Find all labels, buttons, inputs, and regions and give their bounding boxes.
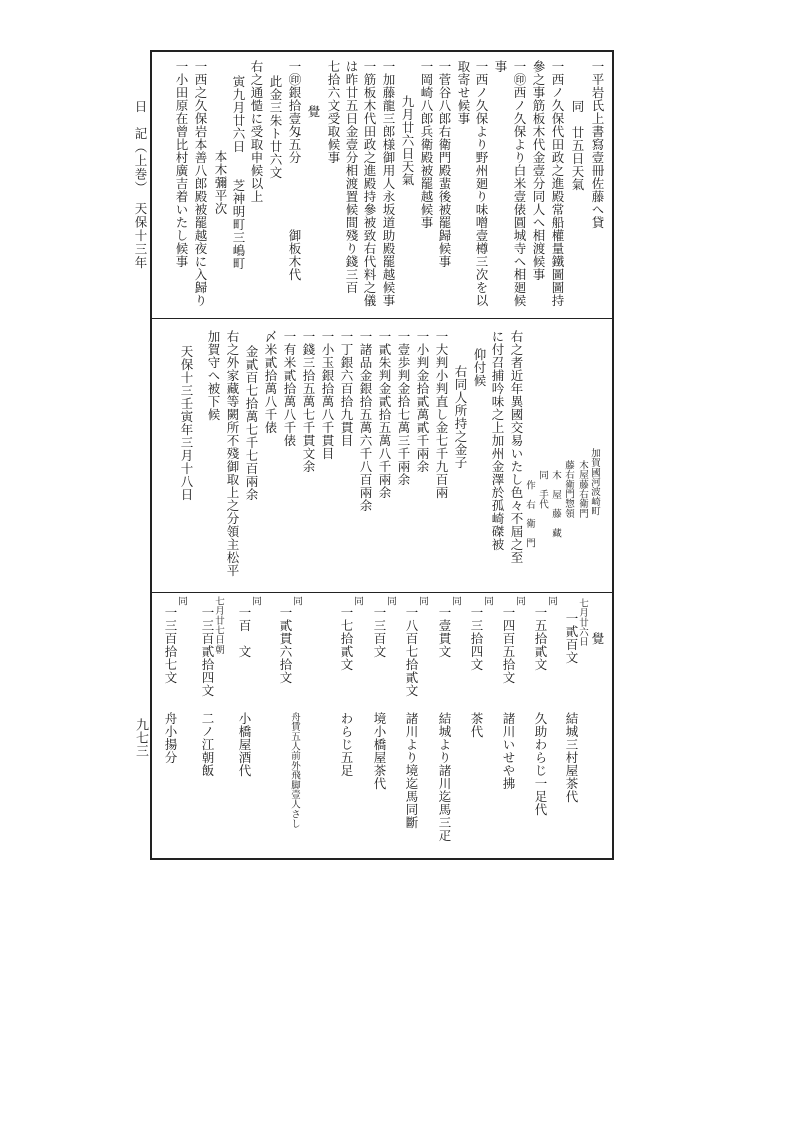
text-line: 一㊞西ノ久保より白米壹俵圓城寺へ相廻候 bbox=[512, 60, 527, 307]
text-line: 仰付候 bbox=[472, 348, 487, 387]
entry-ditto: 同 bbox=[250, 596, 261, 606]
text-line: 寅九月廿六日 芝神明町三嶋町 bbox=[231, 75, 246, 270]
text-line: 一平岩氏上書寫壹冊佐藤へ貸 bbox=[590, 60, 605, 229]
text-line: 一菅谷八郎右衛門殿蜚後被罷歸候事 bbox=[437, 60, 452, 268]
text-line: 取寄せ候事 bbox=[456, 60, 471, 125]
text-line: 一西之久保岩本善八郎殿被罷越夜に入歸り bbox=[193, 60, 208, 307]
entry-item: 諸川いせや拂 bbox=[501, 712, 516, 790]
text-line: 一筋板木代田政之進殿持參被致右代料之儀 bbox=[362, 60, 377, 307]
entry-amount: 一三百貳拾四文 bbox=[200, 606, 215, 697]
text-line: 一諸品金銀拾五萬六千八百兩余 bbox=[358, 330, 373, 512]
text-line: 木屋藤右衛門 bbox=[577, 460, 588, 519]
entry-amount: 一八百七拾貳文 bbox=[404, 606, 419, 697]
entry-amount: 一貳貫六拾文 bbox=[278, 606, 293, 684]
entry-item: 久助わらじ一足代 bbox=[533, 712, 548, 816]
text-line: 一小判金拾貳萬貳千兩余 bbox=[415, 330, 430, 473]
entry-amount: 一三百拾七文 bbox=[163, 606, 178, 684]
text-line: 覺 bbox=[306, 105, 321, 118]
entry-amount: 一貳百文 bbox=[564, 612, 579, 664]
entry-ditto: 同 bbox=[176, 596, 187, 606]
text-line: 一小玉銀拾萬八千貫目 bbox=[320, 330, 335, 460]
text-line: 加賀國河波崎町 bbox=[589, 448, 600, 516]
entry-ditto: 同 bbox=[352, 596, 363, 606]
entry-item: 舟小揚分 bbox=[163, 712, 178, 764]
text-line: 一西ノ久保代田政之進殿常船權量鐵圖圖持 bbox=[550, 60, 565, 307]
text-line: 右之外家藏等闕所不殘御取上之分領主松平 bbox=[225, 330, 240, 577]
text-line: 一錢三拾五萬七千貫文余 bbox=[301, 330, 316, 473]
entry-item: わらじ五足 bbox=[339, 712, 354, 777]
text-line: は昨廿五日金壹分相渡置候間殘り錢三百 bbox=[344, 60, 359, 294]
text-line: 一㊞銀拾壹匁五分 御板木代 bbox=[287, 60, 302, 281]
text-line: 一壹歩判金拾七萬三千兩余 bbox=[396, 330, 411, 486]
entry-ditto: 同 bbox=[482, 596, 493, 606]
section-divider-lower bbox=[150, 592, 614, 593]
entry-amount: 一五拾貳文 bbox=[533, 606, 548, 671]
text-line: 加賀守へ被下候 bbox=[206, 330, 221, 421]
text-line: 一丁銀六百拾九貫目 bbox=[339, 330, 354, 447]
text-line: 七拾六文受取候事 bbox=[326, 60, 341, 164]
entry-amount: 一百 文 bbox=[237, 606, 252, 658]
entry-item-note: 舟賃五人前外飛脚壹人さし bbox=[289, 712, 300, 829]
text-line: 右同人所持之金子 bbox=[453, 365, 468, 469]
text-line: 一加藤龍三郎様御用人永坂道助殿罷越候事 bbox=[381, 60, 396, 307]
text-line: 此金三朱ト廿六文 bbox=[268, 75, 283, 179]
entry-date: 七月廿六日 bbox=[577, 598, 588, 647]
text-line: 一岡崎八郎兵衛殿被罷越候事 bbox=[419, 60, 434, 229]
memo-heading: 覺 bbox=[590, 632, 605, 645]
text-line: 一小田原在曾比村廣吉着いたし候事 bbox=[174, 60, 189, 268]
text-line: 作 右 衛 門 bbox=[524, 480, 535, 548]
entry-item: 茶代 bbox=[469, 712, 484, 738]
text-line: 天保十三壬寅年三月十八日 bbox=[179, 345, 194, 501]
text-line: 右之者近年異國交易いたし色々不屆之至 bbox=[509, 330, 524, 564]
entry-amount: 一三拾四文 bbox=[469, 606, 484, 671]
entry-date: 七月廿七日朝 bbox=[213, 596, 224, 655]
text-line: 同 廿五日天氣 bbox=[570, 100, 585, 191]
text-line: 藤右衛門惣領 bbox=[563, 460, 574, 519]
entry-amount: 一四百五拾文 bbox=[501, 606, 516, 684]
text-line: 本木彌平次 bbox=[213, 150, 228, 215]
text-line: 同 手代 bbox=[537, 470, 548, 509]
text-line: 右之通慥に受取申候以上 bbox=[249, 60, 264, 203]
text-line: 一西ノ久保より野州廻り味噌壹樽三次を以 bbox=[474, 60, 489, 307]
text-line: 金貳百七拾萬七千七百兩余 bbox=[244, 345, 259, 501]
entry-ditto: 同 bbox=[546, 596, 557, 606]
text-line: 〆米貳拾萬八千俵 bbox=[263, 330, 278, 434]
entry-amount: 一三百文 bbox=[372, 606, 387, 658]
entry-amount: 一七拾貳文 bbox=[339, 606, 354, 671]
text-line: 事 bbox=[493, 60, 508, 73]
entry-item: 結城三村屋茶代 bbox=[564, 712, 579, 803]
entry-ditto: 同 bbox=[385, 596, 396, 606]
text-line: 一貳朱判金貳拾五萬八千兩余 bbox=[377, 330, 392, 499]
entry-ditto: 同 bbox=[417, 596, 428, 606]
text-line: 九月廿六日天氣 bbox=[400, 95, 415, 186]
entry-ditto: 同 bbox=[514, 596, 525, 606]
entry-ditto: 同 bbox=[291, 596, 302, 606]
text-line: 參之事筋板木代金壹分同人へ相渡候事 bbox=[531, 60, 546, 281]
entry-ditto: 同 bbox=[450, 596, 461, 606]
running-head: 日 記（上巻） 天保十三年 bbox=[133, 100, 148, 270]
entry-item: 境小橋屋茶代 bbox=[372, 712, 387, 790]
entry-item: 小橋屋酒代 bbox=[237, 712, 252, 777]
entry-amount: 一壹貫文 bbox=[437, 606, 452, 658]
text-line: に付召捕吟味之上加州金澤於孤崎磔被 bbox=[490, 330, 505, 551]
section-divider-upper bbox=[150, 318, 614, 319]
text-line: 木 屋 藤 藏 bbox=[550, 470, 561, 538]
entry-item: 結城より諸川迄馬三疋 bbox=[437, 712, 452, 842]
entry-item: 二ノ江朝飯 bbox=[200, 712, 215, 777]
entry-item: 諸川より境迄馬同斷 bbox=[404, 712, 419, 829]
page-number: 九七三 bbox=[133, 718, 148, 757]
text-line: 一有米貳拾萬八千俵 bbox=[282, 330, 297, 447]
text-line: 一大判小判直し金七千九百兩 bbox=[434, 330, 449, 499]
